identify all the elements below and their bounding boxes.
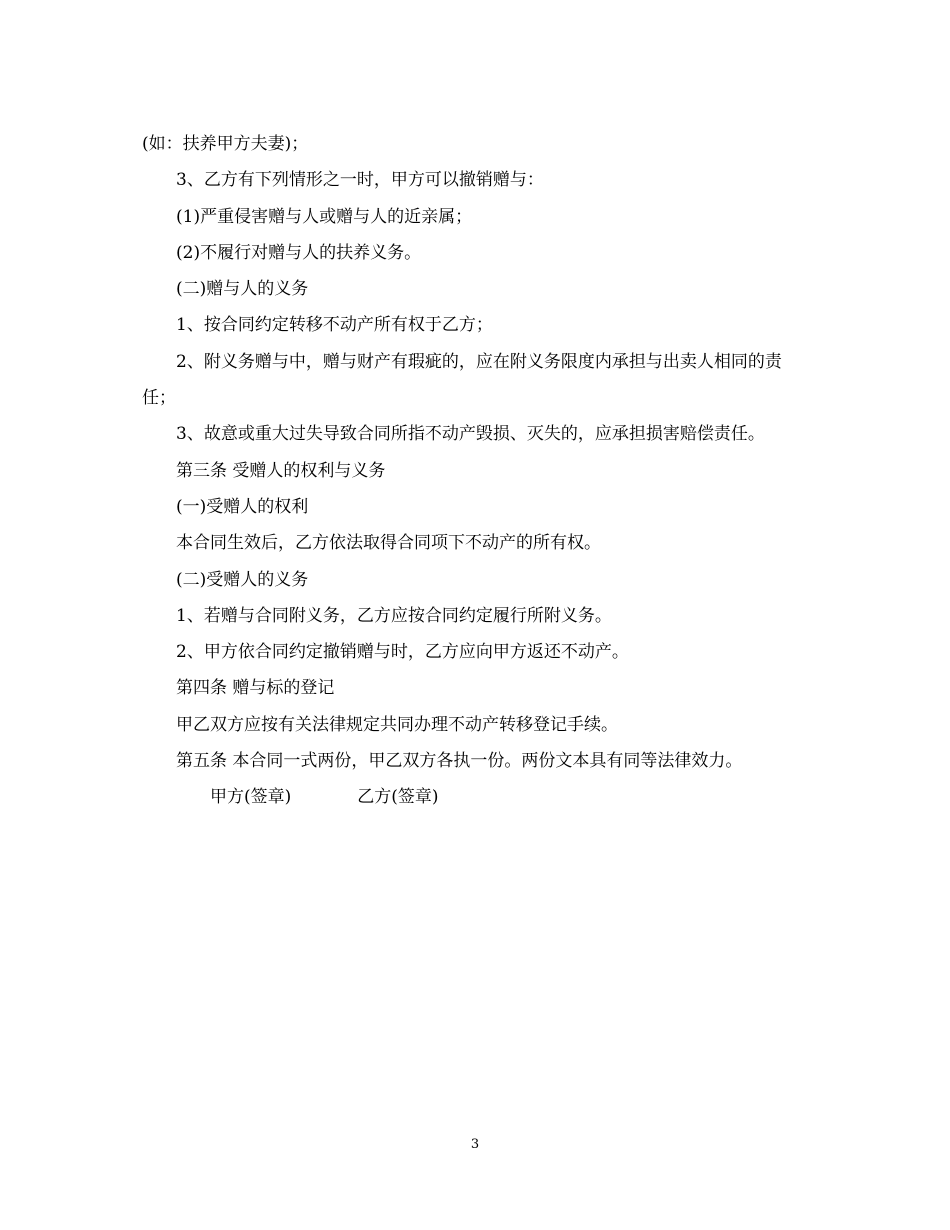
section-heading: 第三条 受赠人的权利与义务: [176, 460, 386, 481]
party-a-signature: 甲方(签章): [210, 787, 292, 808]
paragraph: (一)受赠人的权利: [176, 496, 309, 517]
paragraph: (1)严重侵害赠与人或赠与人的近亲属；: [176, 206, 473, 227]
paragraph: 1、按合同约定转移不动产所有权于乙方；: [176, 315, 493, 336]
paragraph: 2、甲方依合同约定撤销赠与时，乙方应向甲方返还不动产。: [176, 642, 629, 663]
paragraph: (如：扶养甲方夫妻)；: [142, 134, 309, 154]
paragraph: 3、故意或重大过失导致合同所指不动产毁损、灭失的，应承担损害赔偿责任。: [176, 424, 765, 445]
section-heading: 第四条 赠与标的登记: [176, 678, 335, 699]
paragraph: 1、若赠与合同附义务，乙方应按合同约定履行所附义务。: [176, 605, 612, 626]
paragraph: (2)不履行对赠与人的扶养义务。: [176, 242, 422, 263]
paragraph: 3、乙方有下列情形之一时，甲方可以撤销赠与：: [176, 170, 544, 191]
paragraph: (二)赠与人的义务: [176, 279, 309, 300]
paragraph: 甲乙双方应按有关法律规定共同办理不动产转移登记手续。: [176, 714, 618, 735]
signature-line: [142, 779, 808, 815]
paragraph: (二)受赠人的义务: [176, 569, 309, 590]
paragraph: 本合同生效后，乙方依法取得合同项下不动产的所有权。: [176, 533, 601, 554]
section-heading: 第五条 本合同一式两份，甲乙双方各执一份。两份文本具有同等法律效力。: [176, 751, 743, 772]
paragraph: 2、附义务赠与中，赠与财产有瑕疵的，应在附义务限度内承担与出卖人相同的责任；: [142, 351, 782, 409]
document-body: [142, 126, 808, 816]
party-b-signature: 乙方(签章): [357, 787, 439, 808]
page-number: 3: [470, 1137, 480, 1152]
